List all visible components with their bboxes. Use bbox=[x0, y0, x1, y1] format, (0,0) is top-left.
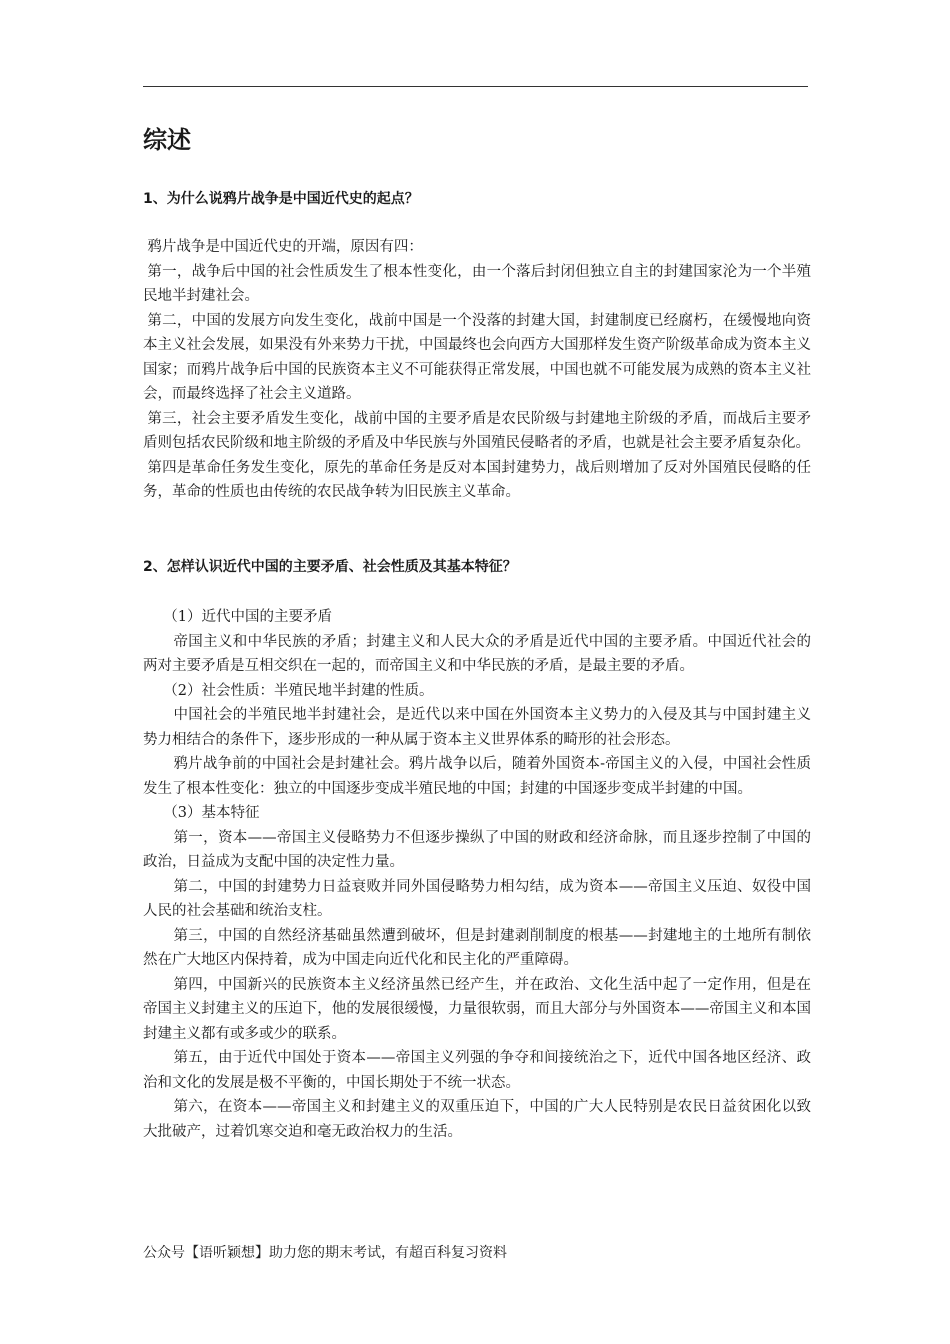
q1-paragraph: 鸦片战争是中国近代史的开端，原因有四： bbox=[147, 239, 423, 255]
q2-paragraph: 第二，中国的封建势力日益衰败并同外国侵略势力相勾结，成为资本——帝国主义压迫、奴役中国人民的社会基础和统治支柱。 bbox=[143, 878, 811, 919]
q1-paragraph: 第四是革命任务发生变化，原先的革命任务是反对本国封建势力，战后则增加了反对外国殖民侵略的任务，革命的性质也由传统的农民战争转为旧民族主义革命。 bbox=[143, 459, 811, 500]
question-2-answer bbox=[143, 605, 811, 1144]
q2-subheading: （3）基本特征 bbox=[163, 805, 260, 821]
q2-paragraph: 第六，在资本——帝国主义和封建主义的双重压迫下，中国的广大人民特别是农民日益贫困化以致大批破产，过着饥寒交迫和毫无政治权力的生活。 bbox=[143, 1099, 811, 1140]
header-rule bbox=[143, 86, 808, 87]
q2-paragraph: 第四，中国新兴的民族资本主义经济虽然已经产生，并在政治、文化生活中起了一定作用，但是在帝国主义封建主义的压迫下，他的发展很缓慢，力量很软弱，而且大部分与外国资本——帝国主义和本国封建主义都有或多或少的联系。 bbox=[143, 976, 811, 1042]
q1-paragraph: 第一，战争后中国的社会性质发生了根本性变化，由一个落后封闭但独立自主的封建国家沦为一个半殖民地半封建社会。 bbox=[143, 263, 811, 304]
q2-paragraph: 帝国主义和中华民族的矛盾；封建主义和人民大众的矛盾是近代中国的主要矛盾。中国近代社会的两对主要矛盾是互相交织在一起的，而帝国主义和中华民族的矛盾，是最主要的矛盾。 bbox=[143, 633, 811, 674]
page-footer: 公众号【语听颖想】助力您的期末考试，有超百科复习资料 bbox=[143, 1245, 507, 1261]
q1-paragraph: 第三，社会主要矛盾发生变化，战前中国的主要矛盾是农民阶级与封建地主阶级的矛盾，而战后主要矛盾则包括农民阶级和地主阶级的矛盾及中华民族与外国殖民侵略者的矛盾，也就是社会主要矛盾复杂化。 bbox=[143, 410, 811, 451]
q2-paragraph: 中国社会的半殖民地半封建社会，是近代以来中国在外国资本主义势力的入侵及其与中国封建主义势力相结合的条件下，逐步形成的一种从属于资本主义世界体系的畸形的社会形态。 bbox=[143, 707, 811, 748]
page-title: 综述 bbox=[143, 126, 191, 154]
q2-subheading: （1）近代中国的主要矛盾 bbox=[163, 609, 333, 625]
q2-paragraph: 鸦片战争前的中国社会是封建社会。鸦片战争以后，随着外国资本-帝国主义的入侵，中国社会性质发生了根本性变化：独立的中国逐步变成半殖民地的中国；封建的中国逐步变成半封建的中国。 bbox=[143, 756, 811, 797]
question-1-answer bbox=[143, 235, 811, 505]
q2-subheading: （2）社会性质：半殖民地半封建的性质。 bbox=[163, 682, 434, 699]
q2-paragraph: 第三，中国的自然经济基础虽然遭到破坏，但是封建剥削制度的根基——封建地主的土地所有制依然在广大地区内保持着，成为中国走向近代化和民主化的严重障碍。 bbox=[143, 927, 811, 968]
q1-paragraph: 第二，中国的发展方向发生变化，战前中国是一个没落的封建大国，封建制度已经腐朽，在缓慢地向资本主义社会发展，如果没有外来势力干扰，中国最终也会向西方大国那样发生资产阶级革命成为资本主义国家；而鸦片战争后中国的民族资本主义不可能获得正常发展，中国也就不可能发展为成熟的资本主义社会，而最终选择了社会主义道路。 bbox=[143, 312, 811, 402]
question-1-heading: 1、为什么说鸦片战争是中国近代史的起点？ bbox=[143, 191, 419, 207]
question-2-heading: 2、怎样认识近代中国的主要矛盾、社会性质及其基本特征？ bbox=[143, 559, 517, 575]
q2-paragraph: 第五，由于近代中国处于资本——帝国主义列强的争夺和间接统治之下，近代中国各地区经济、政治和文化的发展是极不平衡的，中国长期处于不统一状态。 bbox=[143, 1050, 811, 1091]
q2-paragraph: 第一，资本——帝国主义侵略势力不但逐步操纵了中国的财政和经济命脉，而且逐步控制了中国的政治，日益成为支配中国的决定性力量。 bbox=[143, 829, 811, 870]
